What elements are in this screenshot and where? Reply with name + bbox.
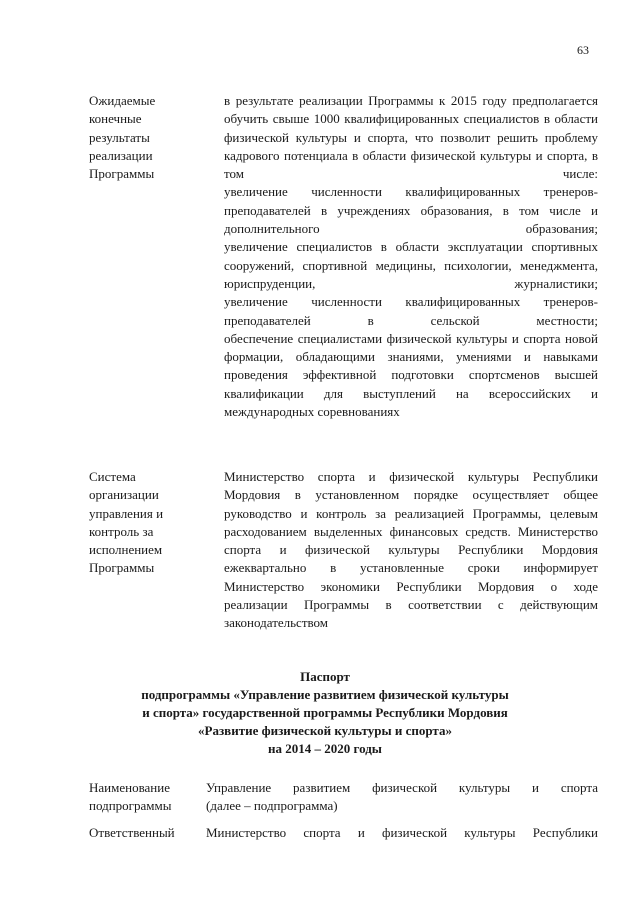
paragraph: обеспечение специалистами физической культуры и спорта новой формации, обладающими знаниями, умениями и навыками проведения эффективной подготовки спортсменов высшей квалификации для выступлений на всероссийских и международных соревнованиях [224, 330, 598, 420]
row-text-line: Управление развитием физической культуры и спорта [206, 780, 598, 795]
paragraph: увеличение специалистов в области эксплуатации спортивных сооружений, спортивной медицины, психологии, менеджмента, юриспруденции, журналистики; [224, 239, 598, 291]
passport-title [100, 668, 550, 758]
row-text-responsible [206, 824, 598, 842]
section-label-management-control: Система организации управления и контроль за исполнением Программы [89, 469, 164, 576]
row-label-line: подпрограммы [89, 798, 172, 813]
row-label-responsible [89, 824, 175, 842]
row-label-line: Наименование [89, 780, 170, 795]
row-label-name [89, 779, 171, 815]
row-text-line: Министерство спорта и физической культуры Республики [206, 825, 598, 840]
paragraph: увеличение численности квалифицированных тренеров-преподавателей в сельской местности; [224, 294, 598, 328]
passport-title-line: «Развитие физической культуры и спорта» [198, 723, 452, 738]
row-label-line: Ответственный [89, 825, 175, 840]
row-text-line: (далее – подпрограмма) [206, 798, 338, 813]
passport-title-line: и спорта» государственной программы Республики Мордовия [142, 705, 508, 720]
row-text-name [206, 779, 598, 815]
section-text-expected-results [224, 92, 598, 421]
section-text-management-control [224, 468, 598, 633]
passport-title-line: Паспорт [300, 669, 350, 684]
page-number: 63 [577, 43, 589, 57]
passport-title-line: на 2014 – 2020 годы [268, 741, 382, 756]
paragraph: Министерство спорта и физической культуры Республики Мордовия в установленном порядке осуществляет общее руководство и контроль за реализацией Программы, целевым расходованием выделенных финансовых средств. Министерство спорта и физической культуры Республики Мордовия ежеквартально в установленные сроки информирует Министерство экономики Республики Мордовия о ходе реализации Программы в соответствии с действующим законодательством [224, 469, 598, 631]
section-label-expected-results: Ожидаемые конечные результаты реализации Программы [89, 93, 156, 182]
paragraph: увеличение численности квалифицированных тренеров-преподавателей в учреждениях образования, в том числе и дополнительного образования; [224, 184, 598, 237]
passport-title-line: подпрограммы «Управление развитием физической культуры [141, 687, 509, 702]
paragraph: в результате реализации Программы к 2015 году предполагается обучить свыше 1000 квалифицированных специалистов в области физической культуры и спорта, что позволит решить проблему кадрового потенциала в области физической культуры и спорта, в том числе: [224, 93, 598, 182]
